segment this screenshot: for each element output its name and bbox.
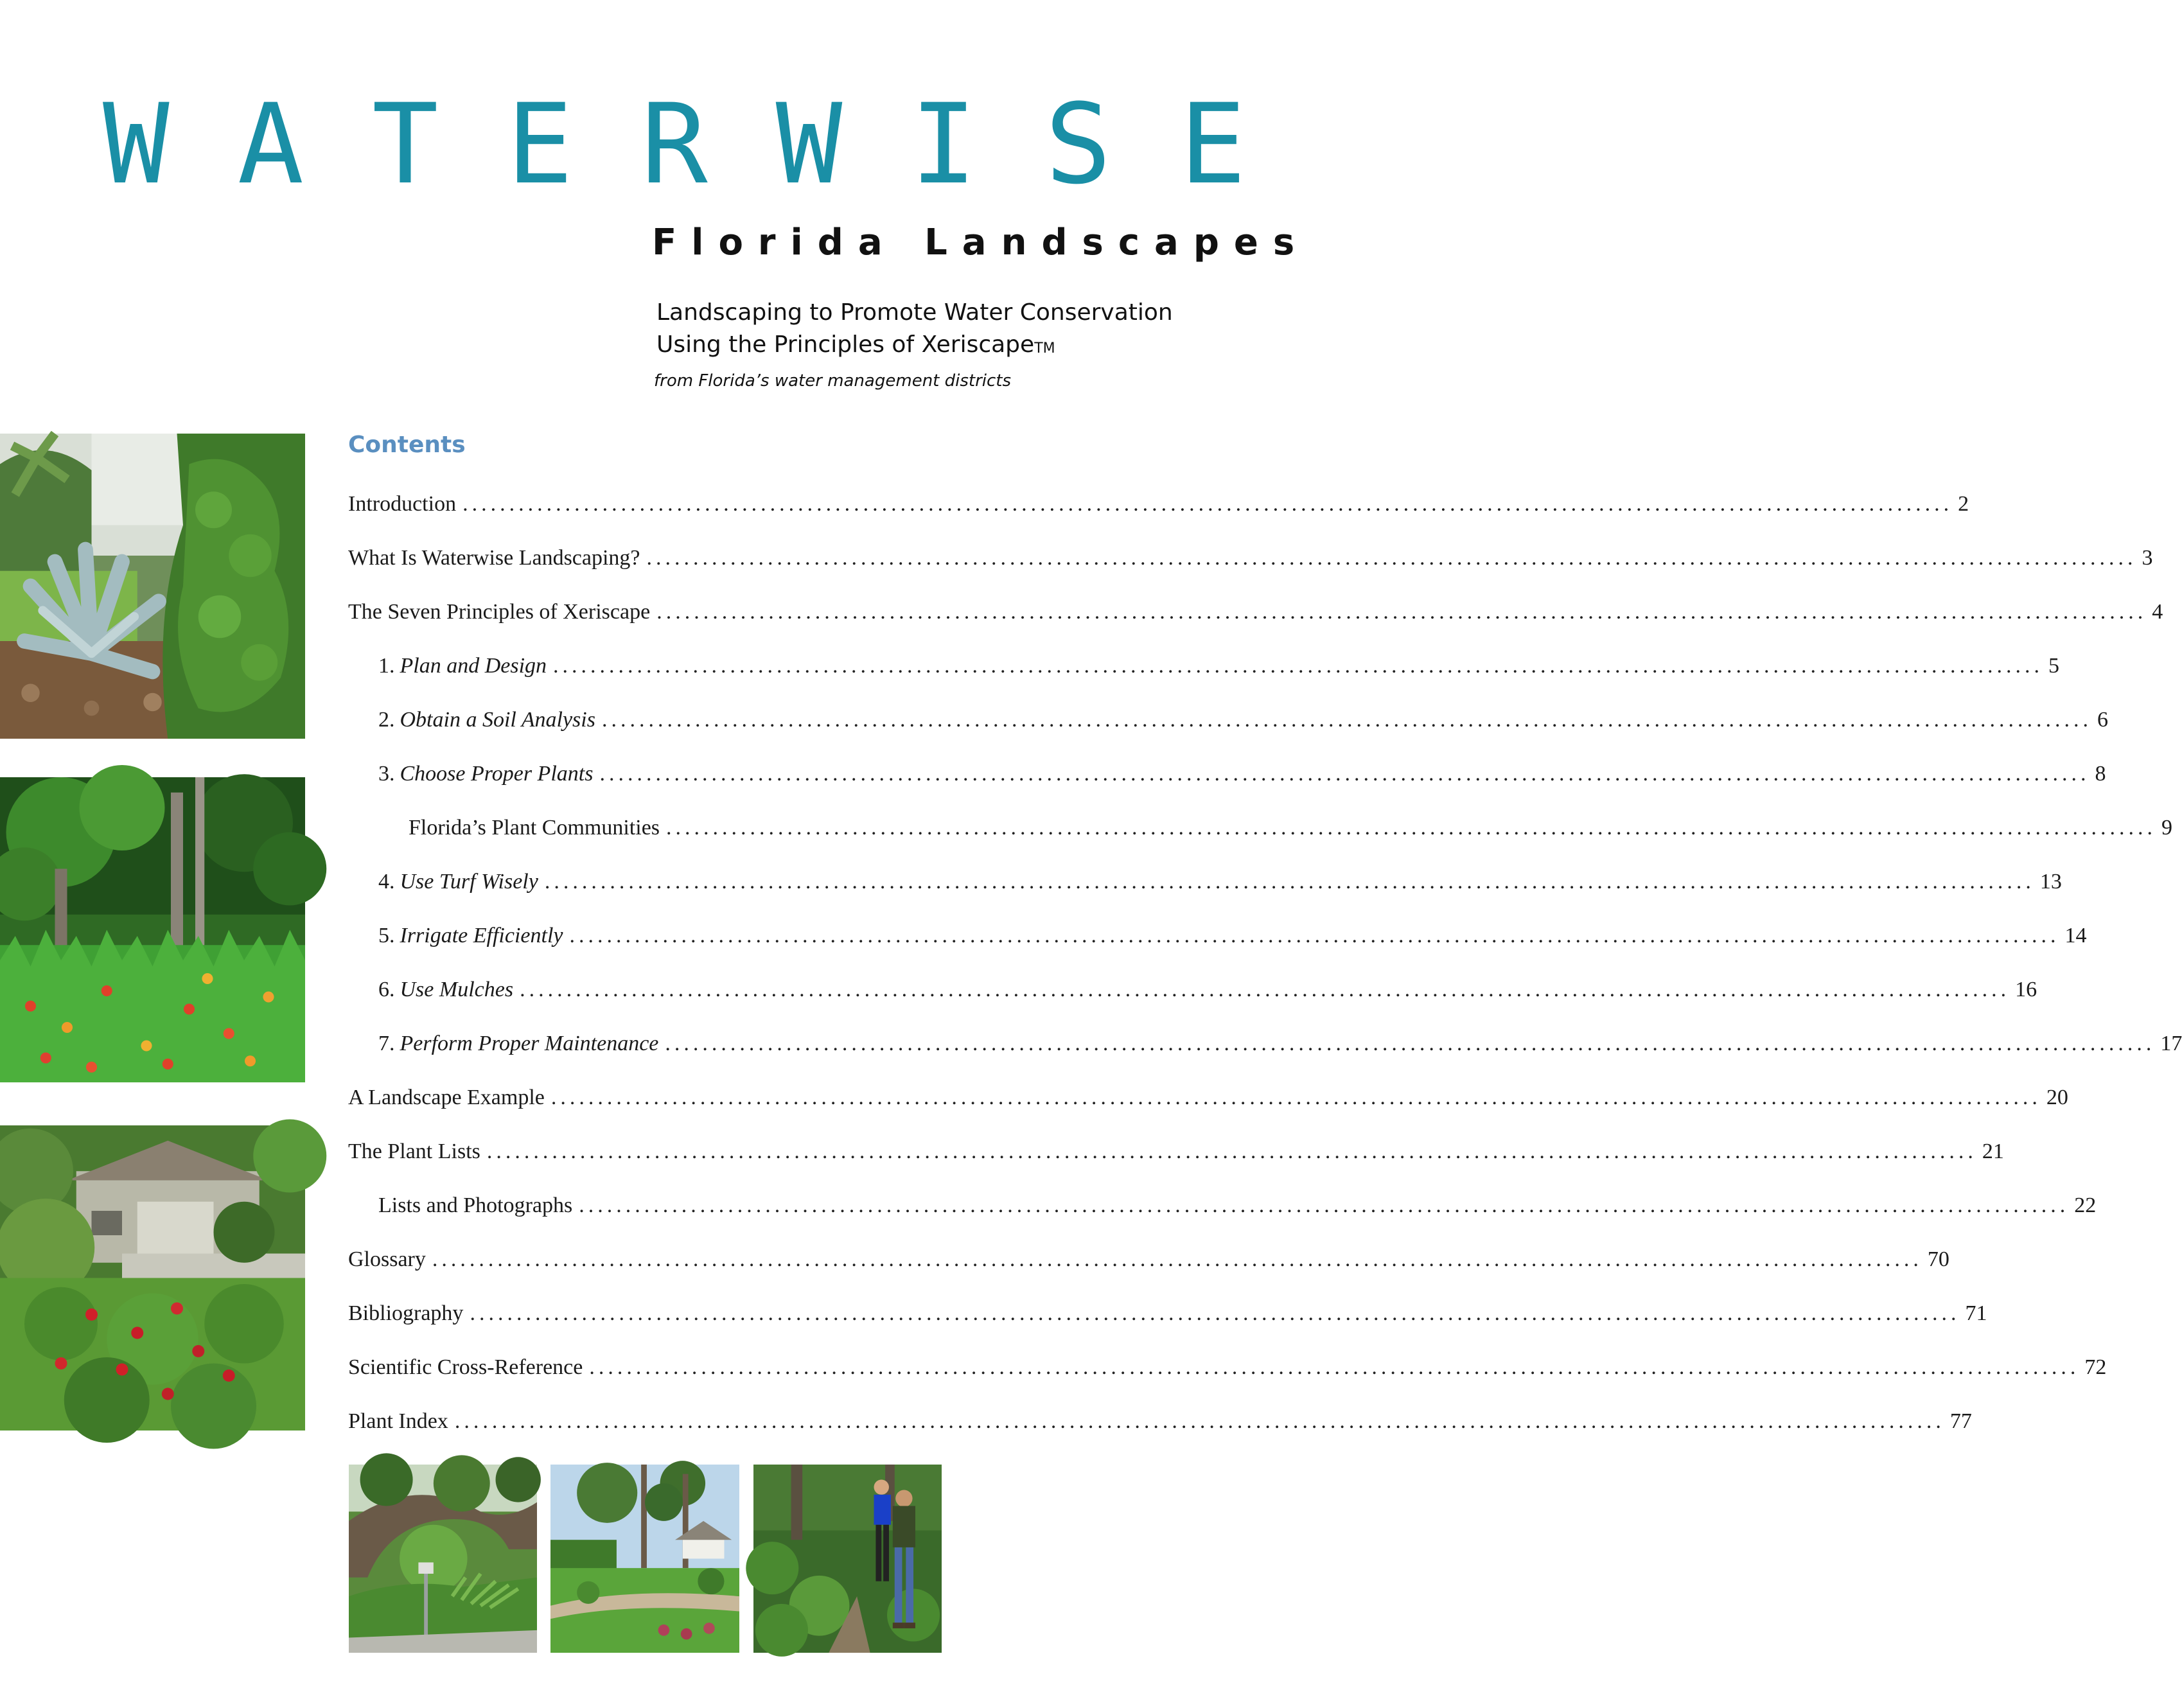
toc-entry-landscape-example[interactable] [348, 1084, 2068, 1138]
toc-entry-what-is-waterwise[interactable] [348, 544, 2153, 598]
photo-daylily-meadow [0, 777, 305, 1082]
photo-house-garden [0, 1125, 305, 1431]
toc-entry-page: 14 [2064, 924, 2087, 947]
toc-entry-soil-analysis[interactable] [348, 706, 2108, 760]
toc-entry-plant-index[interactable] [348, 1407, 1972, 1461]
toc-entry-page: 5 [2048, 654, 2060, 678]
oak-path-illustration [349, 1465, 537, 1653]
toc-entry-plant-communities[interactable] [348, 814, 2173, 868]
toc-entry-number: 6. [378, 978, 395, 1001]
toc-entry-page: 72 [2084, 1355, 2107, 1379]
tagline [656, 297, 1173, 361]
toc-entry-title: Bibliography [348, 1301, 464, 1325]
toc-entry-title: Florida’s Plant Communities [409, 816, 660, 840]
tagline-line-2 [656, 329, 1173, 361]
toc-entry-title: The Plant Lists [348, 1140, 480, 1163]
toc-entry-page: 70 [1927, 1247, 1949, 1271]
toc-entry-plan-and-design[interactable] [348, 652, 2060, 706]
toc-entry-number: 7. [378, 1032, 395, 1055]
toc-entry-title: Plant Index [348, 1409, 448, 1433]
toc-entry-title: What Is Waterwise Landscaping? [348, 546, 640, 570]
toc-entry-title: Glossary [348, 1247, 426, 1271]
toc-leader-dots: ................................................................................................................................................................ [544, 870, 2035, 894]
toc-leader-dots: ................................................................................................................................................................ [579, 1193, 2070, 1217]
toc-entry-page: 22 [2074, 1193, 2097, 1217]
photo-couple-garden [753, 1465, 942, 1653]
toc-entry-plant-lists[interactable] [348, 1138, 2004, 1192]
toc-entry-title: Choose Proper Plants [400, 762, 594, 786]
toc-leader-dots: ................................................................................................................................................................ [589, 1355, 2080, 1379]
toc-entry-lists-and-photographs[interactable] [348, 1192, 2097, 1246]
toc-entry-choose-plants[interactable] [348, 760, 2106, 814]
toc-entry-page: 20 [2046, 1086, 2068, 1109]
toc-entry-page: 17 [2160, 1032, 2182, 1055]
toc-entry-page: 2 [1958, 492, 1969, 516]
toc-entry-title: Use Turf Wisely [400, 870, 538, 894]
toc-leader-dots: ................................................................................................................................................................ [569, 924, 2060, 947]
toc-entry-maintenance[interactable] [348, 1030, 2182, 1084]
toc-entry-title: Irrigate Efficiently [400, 924, 563, 947]
toc-entry-number: 3. [378, 762, 395, 786]
table-of-contents [348, 490, 2182, 1461]
toc-entry-use-turf[interactable] [348, 868, 2062, 922]
tagline-line-2-text: Using the Principles of Xeriscape [656, 331, 1035, 358]
daylily-meadow-illustration [0, 777, 305, 1082]
toc-leader-dots: ................................................................................................................................................................ [520, 978, 2010, 1001]
title-letter-e1: E [506, 80, 574, 209]
toc-entry-title: Use Mulches [400, 978, 514, 1001]
toc-leader-dots: ................................................................................................................................................................ [646, 546, 2137, 570]
toc-leader-dots: ................................................................................................................................................................ [665, 1032, 2156, 1055]
title-letter-t: T [372, 80, 439, 209]
title-letter-w2: W [775, 80, 843, 209]
toc-entry-number: 4. [378, 870, 395, 894]
title-letter-e2: E [1179, 80, 1246, 209]
main-title [103, 80, 1246, 209]
toc-entry-page: 21 [1982, 1140, 2004, 1163]
toc-entry-page: 9 [2161, 816, 2173, 840]
toc-leader-dots: ................................................................................................................................................................ [553, 654, 2044, 678]
source-line: from Florida’s water management districts [654, 371, 1012, 391]
toc-leader-dots: ................................................................................................................................................................ [599, 762, 2090, 786]
trademark-symbol: TM [1034, 340, 1055, 357]
toc-entry-irrigate[interactable] [348, 922, 2087, 976]
toc-entry-title: Plan and Design [400, 654, 547, 678]
title-letter-a: A [237, 80, 304, 209]
toc-leader-dots: ................................................................................................................................................................ [656, 600, 2147, 624]
pine-yard-illustration [550, 1465, 739, 1653]
toc-leader-dots: ................................................................................................................................................................ [666, 816, 2157, 840]
toc-leader-dots: ................................................................................................................................................................ [432, 1247, 1922, 1271]
photo-oak-path [349, 1465, 537, 1653]
toc-entry-mulches[interactable] [348, 976, 2037, 1030]
toc-entry-title: Introduction [348, 492, 457, 516]
toc-entry-page: 16 [2015, 978, 2037, 1001]
toc-entry-title: Obtain a Soil Analysis [400, 708, 595, 732]
toc-leader-dots: ................................................................................................................................................................ [454, 1409, 1945, 1433]
toc-leader-dots: ................................................................................................................................................................ [601, 708, 2092, 732]
toc-entry-introduction[interactable] [348, 490, 1969, 544]
title-letter-r: R [641, 80, 708, 209]
toc-leader-dots: ................................................................................................................................................................ [462, 492, 1953, 516]
title-letter-w1: W [103, 80, 170, 209]
photo-agave-garden [0, 434, 305, 739]
toc-entry-title: Perform Proper Maintenance [400, 1032, 659, 1055]
toc-entry-title: The Seven Principles of Xeriscape [348, 600, 651, 624]
photo-pine-yard [550, 1465, 739, 1653]
house-garden-illustration [0, 1125, 305, 1431]
toc-entry-number: 2. [378, 708, 395, 732]
title-letter-i: I [910, 80, 977, 209]
toc-leader-dots: ................................................................................................................................................................ [470, 1301, 1960, 1325]
toc-entry-bibliography[interactable] [348, 1299, 1987, 1353]
toc-leader-dots: ................................................................................................................................................................ [486, 1140, 1977, 1163]
toc-entry-page: 4 [2152, 600, 2163, 624]
toc-entry-page: 8 [2095, 762, 2106, 786]
toc-entry-page: 3 [2142, 546, 2153, 570]
toc-entry-title: Scientific Cross-Reference [348, 1355, 583, 1379]
toc-entry-title: A Landscape Example [348, 1086, 545, 1109]
toc-leader-dots: ................................................................................................................................................................ [550, 1086, 2041, 1109]
toc-entry-title: Lists and Photographs [378, 1193, 573, 1217]
subtitle: Florida Landscapes [652, 222, 1310, 263]
toc-entry-seven-principles[interactable] [348, 598, 2163, 652]
contents-heading: Contents [348, 432, 466, 458]
toc-entry-page: 77 [1949, 1409, 1972, 1433]
toc-entry-glossary[interactable] [348, 1246, 1949, 1299]
couple-garden-illustration [753, 1465, 942, 1653]
tagline-line-1: Landscaping to Promote Water Conservation [656, 299, 1173, 326]
title-letter-s: S [1044, 80, 1112, 209]
toc-entry-number: 1. [378, 654, 395, 678]
toc-entry-cross-reference[interactable] [348, 1353, 2107, 1407]
agave-garden-illustration [0, 434, 305, 739]
toc-entry-number: 5. [378, 924, 395, 947]
toc-entry-page: 71 [1965, 1301, 1987, 1325]
toc-entry-page: 13 [2039, 870, 2062, 894]
toc-entry-page: 6 [2097, 708, 2108, 732]
